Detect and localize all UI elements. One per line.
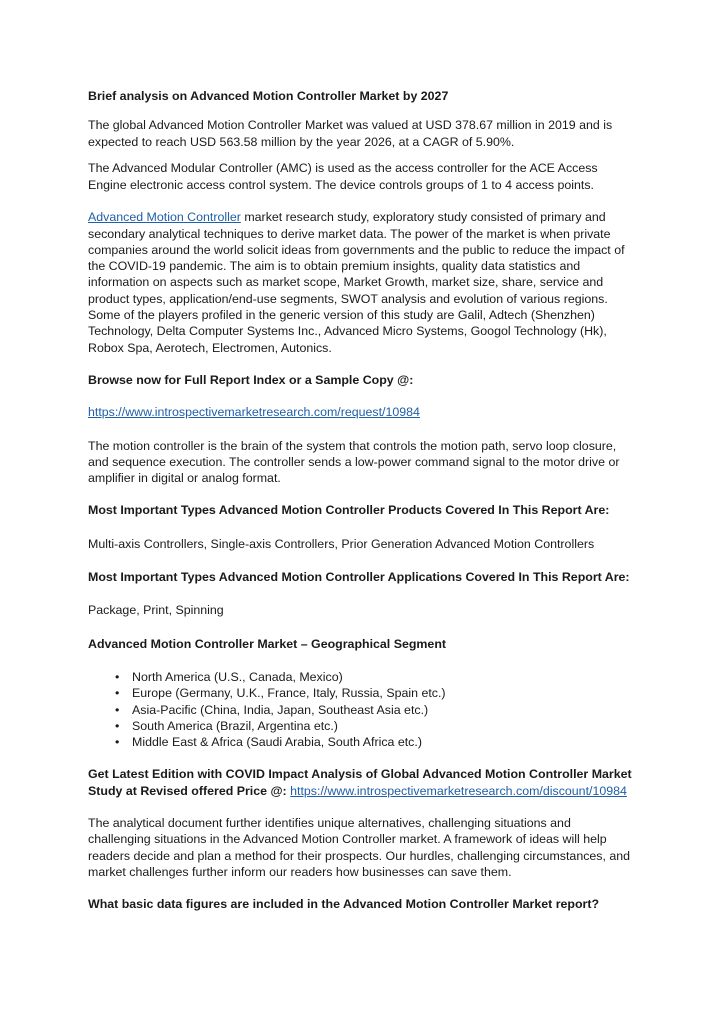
document-title: Brief analysis on Advanced Motion Controller Market by 2027 [88, 89, 449, 103]
applications-heading: Most Important Types Advanced Motion Controller Applications Covered In This Report Are: [88, 570, 630, 585]
region-item: • Europe (Germany, U.K., France, Italy, Russia, Spain etc.) [132, 685, 633, 701]
request-link-paragraph [88, 404, 633, 420]
region-item: • Asia-Pacific (China, India, Japan, Southeast Asia etc.) [132, 702, 633, 718]
region-item: • Middle East & Africa (Saudi Arabia, South Africa etc.) [132, 734, 633, 750]
intro-paragraph: The global Advanced Motion Controller Market was valued at USD 378.67 million in 2019 and is expected to reach USD 563.58 million by the year 2026, at a CAGR of 5.90%. [88, 118, 613, 150]
question-heading: What basic data figures are included in the Advanced Motion Controller Market report? [88, 897, 600, 912]
geo-heading: Advanced Motion Controller Market – Geographical Segment [88, 636, 447, 651]
covid-paragraph [88, 766, 633, 799]
products-heading: Most Important Types Advanced Motion Controller Products Covered In This Report Are: [88, 503, 610, 518]
advanced-motion-controller-link[interactable]: Advanced Motion Controller [88, 210, 241, 225]
region-list [88, 669, 633, 750]
request-sample-link[interactable]: https://www.introspectivemarketresearch.com/request/10984 [88, 405, 420, 420]
brain-paragraph: The motion controller is the brain of the system that controls the motion path, servo loop closure, and sequence execution. The controller sends a low-power command signal to the motor drive or amplifier in digital or analog format. [88, 438, 620, 486]
discount-link[interactable]: https://www.introspectivemarketresearch.com/discount/10984 [290, 783, 627, 798]
products-list: Multi-axis Controllers, Single-axis Controllers, Prior Generation Advanced Motion Controllers [88, 536, 595, 551]
region-item: • North America (U.S., Canada, Mexico) [132, 669, 633, 685]
amc-paragraph: The Advanced Modular Controller (AMC) is used as the access controller for the ACE Access Engine electronic access control system. The device controls groups of 1 to 4 access points. [88, 161, 598, 193]
study-text: market research study, exploratory study consisted of primary and secondary analytical techniques to derive market data. The power of the market is when private companies around the world solicit ideas from governments and the public to reduce the impact of the COVID-19 pandemic. The aim is to obtain premium insights, quality data statistics and information on aspects such as market scope, Market Growth, market size, share, service and product types, application/end-use segments, SWOT analysis and evolution of various regions. Some of the players profiled in the generic version of this study are Galil, Adtech (Shenzhen) Technology, Delta Computer Systems Inc., Advanced Micro Systems, Googol Technology (Hk), Robox Spa, Aerotech, Electromen, Autonics. [88, 210, 625, 355]
study-paragraph [88, 209, 633, 356]
browse-heading: Browse now for Full Report Index or a Sample Copy @: [88, 372, 414, 387]
analysis-paragraph: The analytical document further identifies unique alternatives, challenging situations and challenging situations in the Advanced Motion Controller market. A framework of ideas will help readers decide and plan a method for their prospects. Our hurdles, challenging circumstances, and market challenges further inform our readers how businesses can save them. [88, 816, 631, 879]
applications-list: Package, Print, Spinning [88, 603, 224, 618]
document-page [88, 88, 633, 913]
covid-heading: Get Latest Edition with COVID Impact Analysis of Global Advanced Motion Controller Market Study at Revised offered Price @: [88, 767, 632, 798]
region-item: • South America (Brazil, Argentina etc.) [132, 718, 633, 734]
